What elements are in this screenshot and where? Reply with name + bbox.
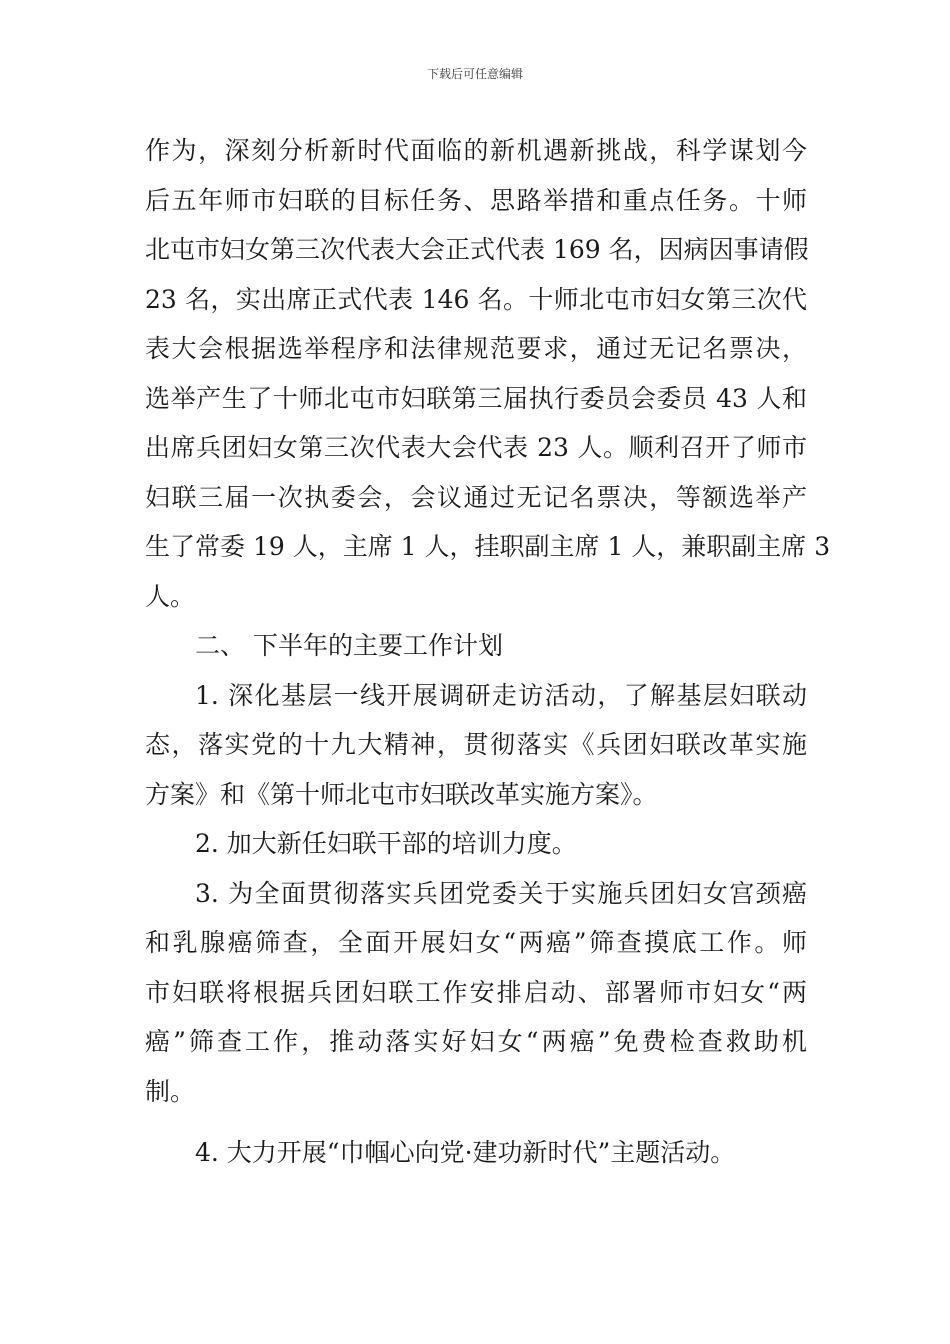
paragraph-spacer	[145, 1116, 807, 1128]
text-line: 态，落实党的十九大精神，贯彻落实《兵团妇联改革实施	[145, 730, 807, 759]
text-line: 北屯市妇女第三次代表大会正式代表 169 名，因病因事请假	[145, 235, 809, 264]
text-line: 表大会根据选举程序和法律规范要求，通过无记名票决，	[145, 334, 807, 363]
text-line: 1. 深化基层一线开展调研走访活动，了解基层妇联动	[195, 680, 807, 710]
text-line: 二、 下半年的主要工作计划	[195, 631, 503, 660]
text-line: 作为，深刻分析新时代面临的新机遇新挑战，科学谋划今	[145, 136, 807, 165]
page-header: 下载后可任意编辑	[426, 67, 523, 81]
text-line: 23 名，实出席正式代表 146 名。十师北屯市妇女第三次代	[145, 284, 807, 314]
text-line: 选举产生了十师北屯市妇联第三届执行委员会委员 43 人和	[145, 383, 807, 413]
text-line: 人。	[145, 581, 196, 611]
text-line: 生了常委 19 人，主席 1 人，挂职副主席 1 人，兼职副主席 3	[145, 532, 831, 561]
paragraph-election-summary	[145, 126, 831, 621]
paragraph-item-4	[145, 1128, 807, 1178]
text-line: 2. 加大新任妇联干部的培训力度。	[195, 829, 577, 858]
document-body	[145, 126, 831, 1178]
text-line: 市妇联将根据兵团妇联工作安排启动、部署师市妇女“两	[145, 977, 807, 1007]
text-line: 后五年师市妇联的目标任务、思路举措和重点任务。十师	[145, 185, 807, 215]
section-heading	[145, 621, 807, 671]
text-line: 癌”筛查工作，推动落实好妇女“两癌”免费检查救助机	[145, 1027, 807, 1056]
paragraph-item-2	[145, 819, 807, 869]
text-line: 制。	[145, 1076, 196, 1106]
text-line: 出席兵团妇女第三次代表大会代表 23 人。顺利召开了师市	[145, 433, 807, 462]
text-line: 3. 为全面贯彻落实兵团党委关于实施兵团妇女宫颈癌	[195, 878, 807, 908]
paragraph-item-1	[145, 671, 807, 820]
text-line: 4. 大力开展“巾帼心向党·建功新时代”主题活动。	[195, 1138, 736, 1167]
text-line: 和乳腺癌筛查，全面开展妇女“两癌”筛查摸底工作。师	[145, 928, 807, 957]
paragraph-item-3	[145, 869, 807, 1117]
text-line: 妇联三届一次执委会，会议通过无记名票决，等额选举产	[145, 482, 807, 512]
text-line: 方案》和《第十师北屯市妇联改革实施方案》。	[145, 779, 658, 809]
